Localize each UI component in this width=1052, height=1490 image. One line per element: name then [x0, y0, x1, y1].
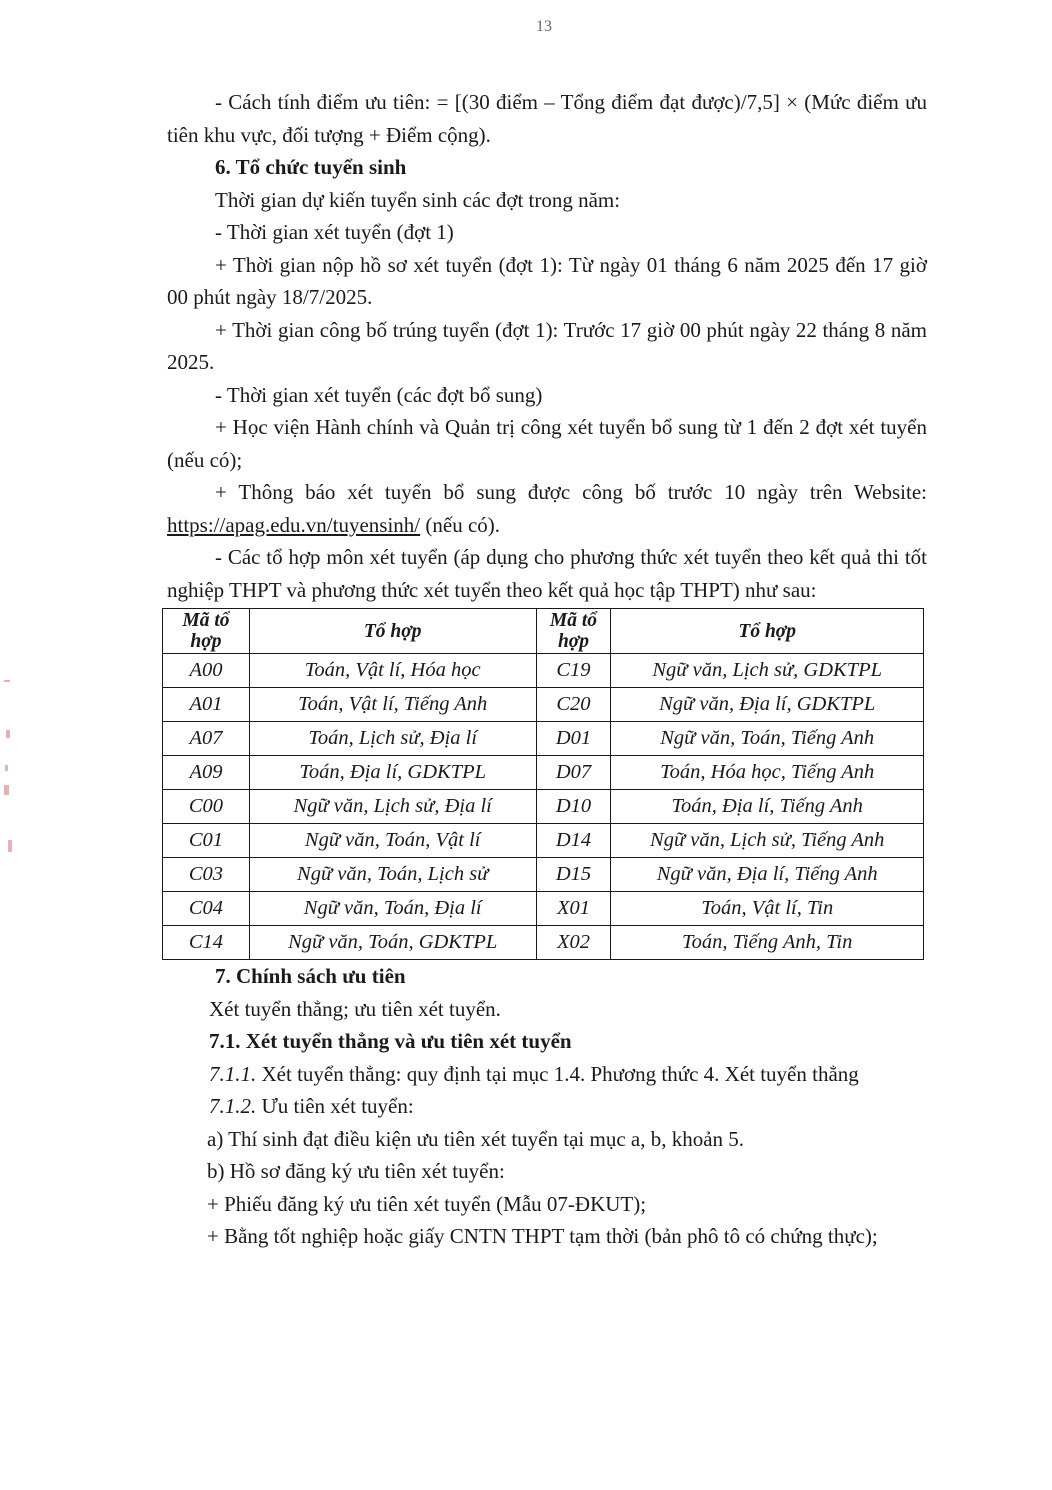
- document-body: [167, 86, 927, 1253]
- cell-combination: Ngữ văn, Địa lí, GDKTPL: [611, 688, 924, 722]
- cell-combination: Ngữ văn, Toán, GDKTPL: [249, 926, 536, 960]
- paragraph-item-a: a) Thí sinh đạt điều kiện ưu tiên xét tuyển tại mục a, b, khoản 5.: [207, 1126, 745, 1151]
- table-row: [163, 892, 924, 926]
- cell-code: C03: [163, 858, 250, 892]
- table-row: [163, 688, 924, 722]
- cell-combination: Toán, Hóa học, Tiếng Anh: [611, 756, 924, 790]
- cell-code: A07: [163, 722, 250, 756]
- header-code-2: Mã tổ hợp: [536, 609, 611, 654]
- paragraph-diploma: + Bằng tốt nghiệp hoặc giấy CNTN THPT tạm thời (bản phô tô có chứng thực);: [207, 1224, 878, 1248]
- scan-margin-marks: [0, 660, 20, 860]
- cell-code: C04: [163, 892, 250, 926]
- paragraph-policy-summary: Xét tuyển thẳng; ưu tiên xét tuyển.: [209, 996, 501, 1021]
- paragraph-priority-admission: [167, 1090, 927, 1123]
- paragraph-schedule-intro: Thời gian dự kiến tuyển sinh các đợt trong năm:: [215, 187, 621, 212]
- table-row: [163, 722, 924, 756]
- paragraph-round1-submission: + Thời gian nộp hồ sơ xét tuyển (đợt 1): Từ ngày 01 tháng 6 năm 2025 đến 17 giờ 00 phút ngày 18/7/2025.: [167, 252, 927, 309]
- cell-combination: Ngữ văn, Lịch sử, GDKTPL: [611, 654, 924, 688]
- cell-code: D14: [536, 824, 611, 858]
- table-header-row: [163, 609, 924, 654]
- paragraph-priority-formula: - Cách tính điểm ưu tiên: = [(30 điểm – Tổng điểm đạt được)/7,5] × (Mức điểm ưu tiên khu vực, đối tượng + Điểm cộng).: [167, 90, 927, 147]
- cell-combination: Ngữ văn, Toán, Tiếng Anh: [611, 722, 924, 756]
- cell-code: D07: [536, 756, 611, 790]
- cell-code: D10: [536, 790, 611, 824]
- table-row: [163, 654, 924, 688]
- cell-combination: Toán, Địa lí, GDKTPL: [249, 756, 536, 790]
- paragraph-supplementary-title: - Thời gian xét tuyển (các đợt bổ sung): [215, 382, 543, 407]
- header-combination-1: Tổ hợp: [249, 609, 536, 654]
- cell-code: C19: [536, 654, 611, 688]
- paragraph-round1-announcement: + Thời gian công bố trúng tuyển (đợt 1): Trước 17 giờ 00 phút ngày 22 tháng 8 năm 2025.: [167, 317, 927, 374]
- paragraph-item-b: b) Hồ sơ đăng ký ưu tiên xét tuyển:: [207, 1159, 505, 1183]
- notice-suffix: (nếu có).: [420, 512, 501, 537]
- cell-combination: Ngữ văn, Toán, Địa lí: [249, 892, 536, 926]
- paragraph-supplementary-notice: [167, 476, 927, 541]
- heading-section-7-1: 7.1. Xét tuyển thẳng và ưu tiên xét tuyển: [209, 1029, 572, 1053]
- cell-combination: Toán, Vật lí, Tin: [611, 892, 924, 926]
- table-row: [163, 756, 924, 790]
- table-row: [163, 790, 924, 824]
- cell-combination: Ngữ văn, Lịch sử, Địa lí: [249, 790, 536, 824]
- header-combination-2: Tổ hợp: [611, 609, 924, 654]
- paragraph-form-07: + Phiếu đăng ký ưu tiên xét tuyển (Mẫu 07-ĐKUT);: [207, 1191, 647, 1216]
- cell-code: X01: [536, 892, 611, 926]
- heading-section-6: 6. Tổ chức tuyển sinh: [215, 155, 407, 179]
- cell-code: C14: [163, 926, 250, 960]
- clause-text: Xét tuyển thẳng: quy định tại mục 1.4. Phương thức 4. Xét tuyển thẳng: [256, 1061, 859, 1086]
- page-number: 13: [536, 18, 552, 35]
- cell-code: C00: [163, 790, 250, 824]
- cell-code: A01: [163, 688, 250, 722]
- paragraph-subject-combinations: - Các tổ hợp môn xét tuyển (áp dụng cho phương thức xét tuyển theo kết quả thi tốt nghiệp THPT và phương thức xét tuyển theo kết quả học tập THPT) như sau:: [167, 545, 927, 602]
- admission-website-link[interactable]: https://apag.edu.vn/tuyensinh/: [167, 512, 421, 537]
- cell-combination: Toán, Lịch sử, Địa lí: [249, 722, 536, 756]
- table-row: [163, 858, 924, 892]
- cell-code: D15: [536, 858, 611, 892]
- header-code-1: Mã tổ hợp: [163, 609, 250, 654]
- cell-code: A09: [163, 756, 250, 790]
- cell-combination: Toán, Vật lí, Hóa học: [249, 654, 536, 688]
- cell-code: X02: [536, 926, 611, 960]
- cell-code: C20: [536, 688, 611, 722]
- cell-combination: Ngữ văn, Địa lí, Tiếng Anh: [611, 858, 924, 892]
- cell-combination: Toán, Tiếng Anh, Tin: [611, 926, 924, 960]
- paragraph-round1-title: - Thời gian xét tuyển (đợt 1): [215, 220, 454, 244]
- clause-number: 7.1.2.: [209, 1094, 257, 1118]
- clause-text: Ưu tiên xét tuyển:: [256, 1094, 414, 1118]
- cell-combination: Ngữ văn, Toán, Vật lí: [249, 824, 536, 858]
- cell-code: A00: [163, 654, 250, 688]
- cell-code: C01: [163, 824, 250, 858]
- heading-section-7: 7. Chính sách ưu tiên: [215, 964, 406, 988]
- paragraph-supplementary-rounds: + Học viện Hành chính và Quản trị công xét tuyển bổ sung từ 1 đến 2 đợt xét tuyển (nếu có);: [167, 415, 927, 472]
- cell-code: D01: [536, 722, 611, 756]
- cell-combination: Ngữ văn, Toán, Lịch sử: [249, 858, 536, 892]
- cell-combination: Ngữ văn, Lịch sử, Tiếng Anh: [611, 824, 924, 858]
- table-row: [163, 926, 924, 960]
- cell-combination: Toán, Vật lí, Tiếng Anh: [249, 688, 536, 722]
- notice-text: + Thông báo xét tuyển bổ sung được công bố trước 10 ngày trên Website:: [215, 480, 927, 504]
- clause-number: 7.1.1.: [209, 1061, 257, 1086]
- table-row: [163, 824, 924, 858]
- cell-combination: Toán, Địa lí, Tiếng Anh: [611, 790, 924, 824]
- paragraph-direct-admission: [167, 1058, 927, 1091]
- subject-combination-table: [162, 608, 924, 960]
